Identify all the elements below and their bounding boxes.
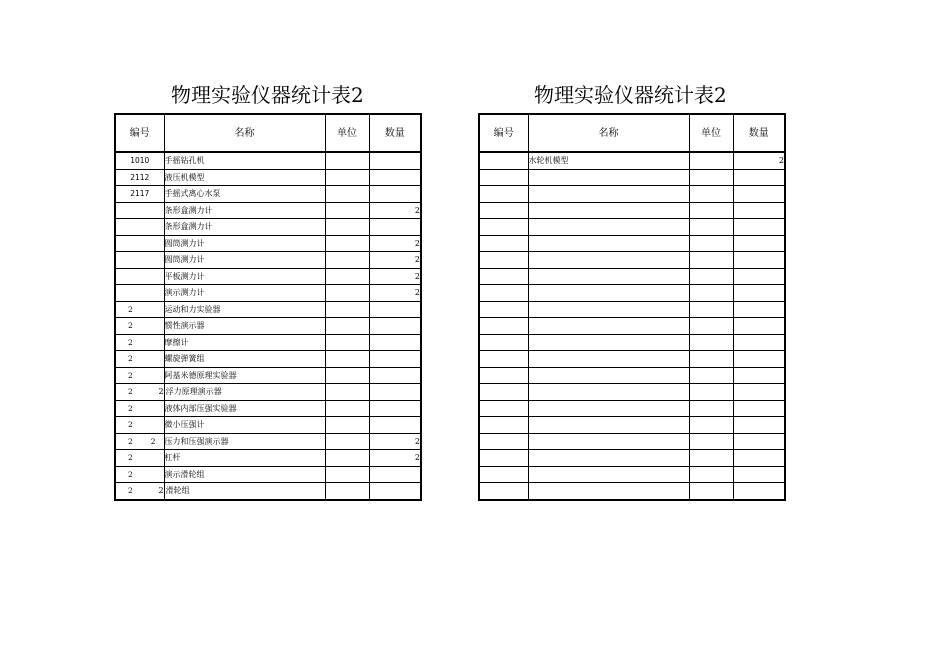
table-row	[115, 152, 421, 169]
cell-name	[164, 318, 325, 335]
table-row	[479, 466, 785, 483]
code-text: 2	[128, 354, 133, 364]
cell-name	[158, 483, 325, 500]
cell-code	[479, 417, 528, 434]
name-text: 演示测力计	[164, 288, 205, 298]
cell-unit	[325, 169, 369, 186]
cell-code	[479, 367, 528, 384]
cell-code	[115, 400, 164, 417]
cell-code	[479, 351, 528, 368]
cell-name	[528, 417, 689, 434]
cell-name	[164, 152, 325, 169]
cell-unit	[689, 450, 733, 467]
cell-unit	[325, 400, 369, 417]
table-row	[115, 351, 421, 368]
table-row	[115, 417, 421, 434]
cell-unit	[325, 252, 369, 269]
cell-unit	[325, 367, 369, 384]
table-row	[115, 483, 421, 500]
name-text: 摩擦计	[164, 337, 189, 347]
cell-qty	[733, 433, 785, 450]
code-secondary-text: 2	[150, 436, 156, 446]
cell-name	[164, 367, 325, 384]
cell-qty	[369, 219, 421, 236]
name-text: 条形盒测力计	[164, 222, 213, 232]
name-text: 水轮机模型	[528, 156, 569, 166]
cell-name	[164, 186, 325, 203]
cell-unit	[325, 186, 369, 203]
cell-name	[528, 202, 689, 219]
cell-name	[528, 433, 689, 450]
cell-qty	[369, 417, 421, 434]
cell-qty	[369, 351, 421, 368]
code-text: 2	[128, 403, 133, 413]
table-row	[115, 450, 421, 467]
code-text: 2	[128, 420, 133, 430]
cell-code	[115, 268, 164, 285]
cell-unit	[689, 186, 733, 203]
cell-qty: 2	[369, 433, 421, 450]
table-row	[479, 235, 785, 252]
cell-code	[479, 450, 528, 467]
cell-name	[164, 351, 325, 368]
cell-qty	[733, 367, 785, 384]
cell-qty	[733, 219, 785, 236]
cell-name	[528, 367, 689, 384]
cell-qty	[369, 367, 421, 384]
cell-qty	[733, 400, 785, 417]
name-prefix-text: 2	[158, 387, 164, 397]
cell-qty	[369, 483, 421, 500]
name-text: 螺旋弹簧组	[164, 354, 205, 364]
name-text: 杠杆	[164, 453, 181, 463]
cell-code	[479, 318, 528, 335]
cell-code	[479, 400, 528, 417]
table-row	[115, 318, 421, 335]
name-text: 圆筒测力计	[164, 238, 205, 248]
cell-code	[115, 318, 164, 335]
cell-unit	[325, 433, 369, 450]
cell-qty	[733, 384, 785, 401]
code-text: 2	[128, 453, 133, 463]
cell-name	[164, 169, 325, 186]
cell-qty	[733, 202, 785, 219]
table-row	[479, 384, 785, 401]
cell-code	[115, 334, 164, 351]
table-row	[479, 483, 785, 500]
cell-name	[164, 202, 325, 219]
code-text: 2	[128, 387, 133, 397]
cell-unit	[325, 219, 369, 236]
cell-code	[115, 186, 164, 203]
cell-name	[528, 186, 689, 203]
cell-unit	[325, 318, 369, 335]
cell-code	[115, 152, 164, 169]
cell-code	[115, 235, 164, 252]
cell-code	[479, 252, 528, 269]
cell-name	[528, 268, 689, 285]
cell-unit	[689, 384, 733, 401]
cell-qty	[733, 483, 785, 500]
cell-unit	[689, 483, 733, 500]
cell-code	[115, 301, 164, 318]
cell-qty: 2	[369, 285, 421, 302]
cell-code	[479, 202, 528, 219]
header-unit: 单位	[325, 114, 369, 152]
code-text: 2	[128, 469, 133, 479]
cell-qty: 2	[369, 450, 421, 467]
cell-unit	[689, 285, 733, 302]
table-row	[479, 268, 785, 285]
cell-qty	[369, 384, 421, 401]
cell-unit	[325, 417, 369, 434]
cell-qty: 2	[369, 235, 421, 252]
cell-code	[115, 466, 164, 483]
cell-name	[164, 219, 325, 236]
header-code: 编号	[479, 114, 528, 152]
cell-code	[479, 219, 528, 236]
cell-unit	[325, 450, 369, 467]
table-row	[115, 252, 421, 269]
table-row	[479, 433, 785, 450]
cell-unit	[689, 351, 733, 368]
name-text: 平板测力计	[164, 271, 205, 281]
table-row	[479, 252, 785, 269]
header-row	[479, 114, 785, 152]
cell-name	[528, 219, 689, 236]
cell-qty: 2	[369, 202, 421, 219]
cell-name	[528, 466, 689, 483]
cell-name	[528, 483, 689, 500]
cell-qty	[733, 235, 785, 252]
cell-unit	[689, 433, 733, 450]
cell-code	[479, 433, 528, 450]
cell-unit	[689, 252, 733, 269]
cell-unit	[689, 169, 733, 186]
cell-code	[115, 351, 164, 368]
cell-name	[164, 400, 325, 417]
table-row	[479, 334, 785, 351]
cell-qty	[733, 334, 785, 351]
cell-qty	[733, 169, 785, 186]
cell-code	[115, 417, 164, 434]
cell-unit	[689, 417, 733, 434]
cell-code	[115, 252, 164, 269]
cell-unit	[689, 466, 733, 483]
cell-unit	[325, 152, 369, 169]
cell-unit	[325, 351, 369, 368]
cell-unit	[325, 466, 369, 483]
cell-unit	[689, 301, 733, 318]
cell-code	[479, 384, 528, 401]
table-row	[115, 268, 421, 285]
cell-name	[528, 384, 689, 401]
cell-unit	[689, 152, 733, 169]
header-name: 名称	[164, 114, 325, 152]
cell-unit	[325, 235, 369, 252]
name-text: 浮力原理演示器	[165, 387, 222, 397]
cell-unit	[689, 367, 733, 384]
cell-qty	[369, 169, 421, 186]
name-text: 微小压强计	[164, 420, 205, 430]
right-sheet-title: 物理实验仪器统计表2	[534, 83, 727, 107]
cell-unit	[325, 202, 369, 219]
table-row	[479, 152, 785, 169]
cell-code	[479, 334, 528, 351]
cell-qty	[733, 417, 785, 434]
name-text: 条形盒测力计	[164, 205, 213, 215]
name-text: 液体内部压强实验器	[164, 403, 237, 413]
cell-qty	[733, 466, 785, 483]
cell-qty: 2	[369, 268, 421, 285]
cell-qty: 2	[733, 152, 785, 169]
cell-name	[528, 450, 689, 467]
header-name: 名称	[528, 114, 689, 152]
name-text: 手摇钻孔机	[164, 156, 205, 166]
cell-code	[479, 466, 528, 483]
cell-qty	[733, 268, 785, 285]
cell-qty	[369, 318, 421, 335]
table-row	[115, 219, 421, 236]
cell-unit	[689, 219, 733, 236]
cell-qty	[369, 152, 421, 169]
cell-code	[115, 483, 164, 500]
cell-name	[528, 318, 689, 335]
table-row	[115, 186, 421, 203]
cell-name	[528, 351, 689, 368]
cell-name	[528, 400, 689, 417]
cell-qty	[733, 351, 785, 368]
code-text: 2117	[130, 189, 150, 199]
name-text: 演示滑轮组	[164, 469, 205, 479]
table-row	[115, 285, 421, 302]
cell-name	[164, 252, 325, 269]
cell-name	[164, 417, 325, 434]
cell-unit	[689, 202, 733, 219]
code-text: 2	[128, 337, 133, 347]
cell-code	[115, 433, 164, 450]
table-row	[479, 318, 785, 335]
table-row	[115, 384, 421, 401]
header-row	[115, 114, 421, 152]
cell-code	[479, 268, 528, 285]
cell-qty	[733, 285, 785, 302]
table-row	[479, 367, 785, 384]
cell-qty	[733, 301, 785, 318]
cell-name	[528, 334, 689, 351]
cell-qty	[733, 252, 785, 269]
cell-name	[164, 301, 325, 318]
code-text: 2	[128, 436, 133, 446]
code-text: 2	[128, 321, 133, 331]
header-qty: 数量	[733, 114, 785, 152]
table-row	[479, 219, 785, 236]
code-text: 2	[128, 486, 133, 496]
cell-unit	[325, 334, 369, 351]
header-unit: 单位	[689, 114, 733, 152]
header-qty: 数量	[369, 114, 421, 152]
cell-qty	[369, 400, 421, 417]
cell-name	[164, 433, 325, 450]
table-row	[479, 351, 785, 368]
cell-code	[479, 186, 528, 203]
name-prefix-text: 2	[158, 486, 164, 496]
code-text: 1010	[130, 156, 150, 166]
cell-code	[115, 384, 164, 401]
table-row	[115, 466, 421, 483]
table-row	[115, 169, 421, 186]
left-inventory-table	[114, 113, 422, 501]
cell-unit	[689, 334, 733, 351]
cell-code	[479, 235, 528, 252]
table-row	[115, 433, 421, 450]
cell-unit	[689, 318, 733, 335]
cell-code	[115, 285, 164, 302]
cell-qty: 2	[369, 252, 421, 269]
cell-qty	[369, 466, 421, 483]
cell-qty	[733, 450, 785, 467]
cell-unit	[689, 268, 733, 285]
code-text: 2112	[130, 172, 150, 182]
header-code: 编号	[115, 114, 164, 152]
cell-name	[164, 450, 325, 467]
table-row	[479, 450, 785, 467]
cell-unit	[325, 301, 369, 318]
name-text: 手摇式离心水泵	[164, 189, 221, 199]
cell-code	[115, 367, 164, 384]
cell-code	[479, 483, 528, 500]
name-text: 压力和压强演示器	[164, 436, 229, 446]
name-text: 液压机模型	[164, 172, 205, 182]
cell-code	[479, 301, 528, 318]
cell-code	[115, 219, 164, 236]
table-row	[115, 334, 421, 351]
cell-unit	[325, 285, 369, 302]
table-row	[115, 235, 421, 252]
table-row	[115, 202, 421, 219]
name-text: 圆筒测力计	[164, 255, 205, 265]
table-row	[479, 169, 785, 186]
name-text: 滑轮组	[165, 486, 190, 496]
table-row	[115, 301, 421, 318]
table-row	[479, 301, 785, 318]
cell-code	[479, 169, 528, 186]
table-row	[479, 186, 785, 203]
cell-qty	[733, 186, 785, 203]
table-row	[115, 400, 421, 417]
table-row	[479, 285, 785, 302]
cell-qty	[733, 318, 785, 335]
cell-name	[528, 285, 689, 302]
name-text: 运动和力实验器	[164, 304, 221, 314]
cell-name	[528, 169, 689, 186]
code-text: 2	[128, 370, 133, 380]
cell-unit	[325, 483, 369, 500]
table-row	[479, 400, 785, 417]
cell-code	[115, 450, 164, 467]
cell-name	[164, 466, 325, 483]
right-inventory-table	[478, 113, 786, 501]
cell-unit	[689, 235, 733, 252]
table-row	[479, 417, 785, 434]
name-text: 阿基米德原理实验器	[164, 370, 237, 380]
cell-name	[528, 301, 689, 318]
cell-name	[528, 152, 689, 169]
cell-name	[528, 235, 689, 252]
cell-name	[158, 384, 325, 401]
left-sheet-title: 物理实验仪器统计表2	[171, 83, 364, 107]
cell-code	[115, 202, 164, 219]
cell-name	[528, 252, 689, 269]
table-row	[479, 202, 785, 219]
cell-unit	[689, 400, 733, 417]
cell-name	[164, 285, 325, 302]
cell-unit	[325, 384, 369, 401]
table-row	[115, 367, 421, 384]
cell-code	[115, 169, 164, 186]
cell-name	[164, 268, 325, 285]
cell-qty	[369, 334, 421, 351]
cell-unit	[325, 268, 369, 285]
cell-code	[479, 285, 528, 302]
cell-qty	[369, 186, 421, 203]
cell-code	[479, 152, 528, 169]
cell-name	[164, 334, 325, 351]
cell-name	[164, 235, 325, 252]
name-text: 惯性演示器	[164, 321, 205, 331]
cell-qty	[369, 301, 421, 318]
code-text: 2	[128, 304, 133, 314]
